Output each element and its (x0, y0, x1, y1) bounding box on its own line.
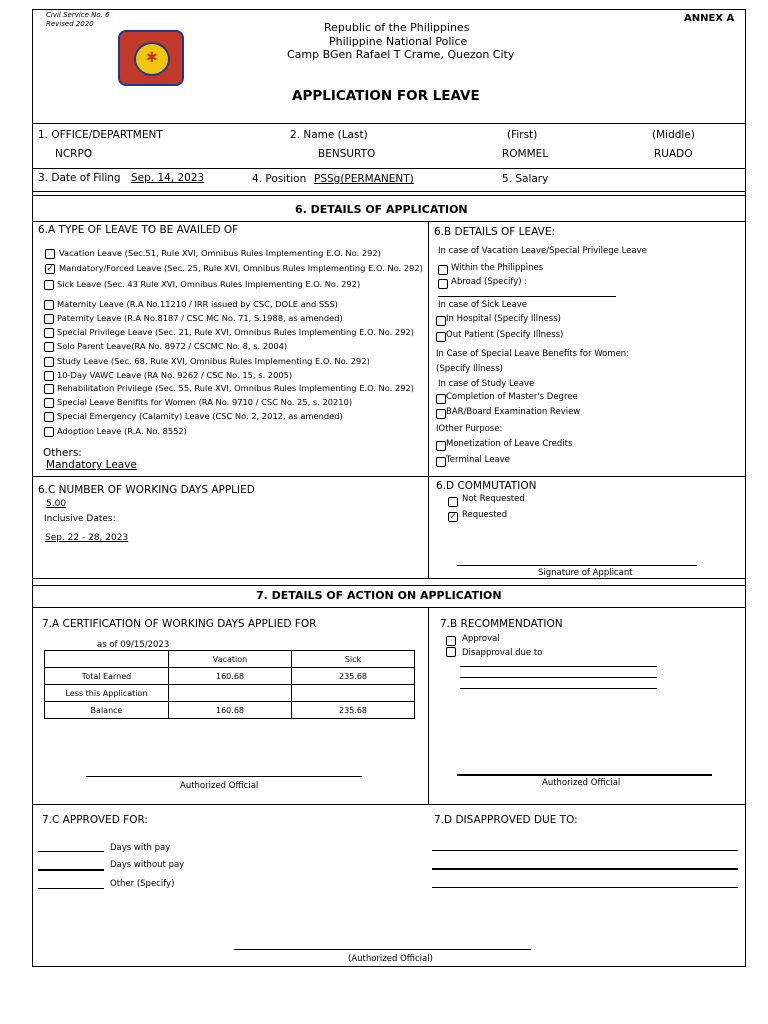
section-6-title: 6. DETAILS OF APPLICATION (295, 203, 468, 216)
leave-type-label: Study Leave (Sec. 68, Rule XVI, Omnibus Rules Implementing E.O. No. 292) (57, 356, 370, 366)
within-ph-label: Within the Philippines (451, 263, 544, 273)
name-last-label: 2. Name (Last) (290, 129, 368, 141)
authorized-official-b: Authorized Official (542, 778, 621, 788)
others-label: Others: (43, 447, 82, 459)
terminal-leave-checkbox[interactable] (436, 457, 446, 467)
study-heading: In case of Study Leave (438, 379, 535, 389)
table-row (45, 668, 415, 685)
leave-type-checkbox[interactable] (45, 249, 55, 259)
leave-credits-table (44, 650, 415, 719)
leave-type-checkbox[interactable]: ✓ (46, 264, 54, 274)
within-ph-checkbox[interactable] (438, 265, 448, 275)
as-of-date: as of 09/15/2023 (97, 640, 170, 650)
recommendation-title: 7.B RECOMMENDATION (440, 618, 563, 630)
republic-text: Republic of the Philippines (324, 21, 470, 34)
office-label: 1. OFFICE/DEPARTMENT (38, 129, 163, 141)
leave-type-checkbox[interactable] (44, 342, 54, 352)
approval-label: Approval (462, 634, 500, 644)
requested-checkbox[interactable]: ✓ (449, 512, 457, 522)
table-row (45, 702, 415, 719)
middle-name-value: RUADO (654, 148, 693, 160)
inclusive-dates-label: Inclusive Dates: (44, 514, 116, 524)
leave-type-checkbox[interactable] (44, 280, 54, 290)
table-cell (169, 685, 292, 702)
leave-type-checkbox[interactable] (44, 300, 54, 310)
leave-type-checkbox[interactable] (44, 371, 54, 381)
working-days-value[interactable]: 5.00 (46, 499, 67, 509)
bar-review-checkbox[interactable] (436, 409, 446, 419)
table-header-cell: Vacation (169, 651, 292, 668)
authorized-official-a: Authorized Official (180, 781, 259, 791)
leave-type-label: Maternity Leave (R.A No.11210 / IRR issued by CSC, DOLE and SSS) (57, 299, 338, 309)
seal-center-icon: ✱ (134, 42, 170, 76)
days-with-pay-label: Days with pay (110, 843, 171, 853)
leave-type-label: Solo Parent Leave(RA No. 8972 / CSCMC No. 8, s. 2004) (57, 341, 288, 351)
bar-review-label: BAR/Board Examination Review (446, 407, 581, 417)
date-of-filing-label: 3. Date of Filing (38, 172, 121, 184)
camp-text: Camp BGen Rafael T Crame, Quezon City (287, 48, 515, 61)
in-hospital-label: In Hospital (Specify Illness) (446, 314, 561, 324)
monetization-checkbox[interactable] (436, 441, 446, 451)
abroad-label: Abroad (Specify) : (451, 277, 528, 287)
leave-type-checkbox[interactable] (44, 398, 54, 408)
women-heading: In Case of Special Leave Benefits for Women: (436, 349, 630, 359)
table-cell: 160.68 (169, 668, 292, 685)
commutation-title: 6.D COMMUTATION (436, 480, 537, 492)
table-header-row (45, 651, 415, 668)
table-cell: 160.68 (169, 702, 292, 719)
leave-type-checkbox[interactable] (44, 412, 54, 422)
first-name-value: ROMMEL (502, 148, 549, 160)
leave-type-checkbox[interactable] (44, 328, 54, 338)
terminal-leave-label: Terminal Leave (446, 455, 510, 465)
out-patient-checkbox[interactable] (436, 332, 446, 342)
table-cell: Balance (45, 702, 169, 719)
women-specify: (Specify Illness) (436, 364, 503, 374)
in-hospital-checkbox[interactable] (436, 316, 446, 326)
vacation-heading: In case of Vacation Leave/Special Privilege Leave (438, 246, 647, 256)
sick-heading: In case of Sick Leave (438, 300, 528, 310)
leave-type-label: 10-Day VAWC Leave (RA No. 9262 / CSC No. 15, s. 2005) (57, 370, 293, 380)
out-patient-label: Out Patient (Specify Illness) (446, 330, 564, 340)
pnp-seal-logo (118, 30, 184, 86)
leave-type-label: Mandatory/Forced Leave (Sec. 25, Rule XVI, Omnibus Rules Implementing E.O. No. 292) (59, 263, 423, 273)
approval-checkbox[interactable] (446, 636, 456, 646)
section-7-title: 7. DETAILS OF ACTION ON APPLICATION (256, 589, 502, 602)
monetization-label: Monetization of Leave Credits (446, 439, 573, 449)
leave-type-checkbox[interactable] (44, 314, 54, 324)
date-of-filing-value[interactable]: Sep. 14, 2023 (131, 172, 205, 184)
leave-type-label: Vacation Leave (Sec.51, Rule XVI, Omnibus Rules Implementing E.O. No. 292) (59, 248, 381, 258)
disapproval-checkbox[interactable] (446, 647, 456, 657)
agency-text: Philippine National Police (329, 35, 468, 48)
table-header-cell: Sick (292, 651, 415, 668)
page-title: APPLICATION FOR LEAVE (292, 88, 480, 104)
days-without-pay-label: Days without pay (110, 860, 185, 870)
not-requested-label: Not Requested (462, 494, 525, 504)
masters-checkbox[interactable] (436, 394, 446, 404)
table-cell: 235.68 (292, 668, 415, 685)
leave-type-checkbox[interactable] (44, 384, 54, 394)
leave-details-title: 6.B DETAILS OF LEAVE: (434, 226, 556, 238)
middle-name-label: (Middle) (652, 129, 695, 141)
authorized-official-final: (Authorized Official) (348, 954, 433, 964)
leave-type-label: Special Emergency (Calamity) Leave (CSC No. 2, 2012, as amended) (57, 411, 343, 421)
other-purpose-heading: IOther Purpose: (436, 424, 503, 434)
others-value[interactable]: Mandatory Leave (46, 459, 137, 471)
masters-label: Completion of Master's Degree (446, 392, 578, 402)
leave-type-title: 6.A TYPE OF LEAVE TO BE AVAILED OF (38, 224, 239, 236)
table-cell (292, 685, 415, 702)
working-days-title: 6.C NUMBER OF WORKING DAYS APPLIED (38, 484, 255, 496)
table-cell: Less this Application (45, 685, 169, 702)
leave-type-label: Paternity Leave (R.A No.8187 / CSC MC No. 71, S.1988, as amended) (57, 313, 343, 323)
leave-type-label: Special Leave Benifits for Women (RA No. 9710 / CSC No. 25, s. 20210) (57, 397, 353, 407)
position-label: 4. Position (252, 173, 307, 185)
applicant-signature-label: Signature of Applicant (538, 568, 633, 578)
not-requested-checkbox[interactable] (448, 497, 458, 507)
leave-type-checkbox[interactable] (44, 357, 54, 367)
leave-type-label: Adoption Leave (R.A. No. 8552) (57, 426, 187, 436)
inclusive-dates-value[interactable]: Sep. 22 - 28, 2023 (45, 533, 129, 543)
leave-type-label: Rehabilitation Privilege (Sec. 55, Rule XVI, Omnibus Rules Implementing E.O. No. 292) (57, 383, 415, 393)
leave-type-checkbox[interactable] (44, 427, 54, 437)
abroad-checkbox[interactable] (438, 279, 448, 289)
disapproval-label: Disapproval due to (462, 648, 543, 658)
other-specify-label: Other (Specify) (110, 879, 175, 889)
leave-type-label: Sick Leave (Sec. 43 Rule XVI, Omnibus Rules Implementing E.O. No. 292) (57, 279, 361, 289)
approved-for-title: 7.C APPROVED FOR: (42, 814, 148, 826)
first-name-label: (First) (507, 129, 538, 141)
disapproved-title: 7.D DISAPPROVED DUE TO: (434, 814, 578, 826)
civil-service-number: Civil Service No. 6 (46, 11, 110, 19)
requested-label: Requested (462, 510, 508, 520)
certification-title: 7.A CERTIFICATION OF WORKING DAYS APPLIED FOR (42, 618, 317, 630)
salary-label: 5. Salary (502, 173, 549, 185)
last-name-value: BENSURTO (318, 148, 376, 160)
revision-date: Revised 2020 (46, 20, 94, 28)
position-value[interactable]: PSSg(PERMANENT) (314, 173, 414, 185)
table-header-cell (45, 651, 169, 668)
annex-label: ANNEX A (684, 13, 735, 24)
table-row (45, 685, 415, 702)
office-value: NCRPO (55, 148, 93, 160)
table-cell: Total Earned (45, 668, 169, 685)
table-cell: 235.68 (292, 702, 415, 719)
leave-type-label: Special Privilege Leave (Sec. 21, Rule XVI, Omnibus Rules Implementing E.O. No. 292) (57, 327, 414, 337)
